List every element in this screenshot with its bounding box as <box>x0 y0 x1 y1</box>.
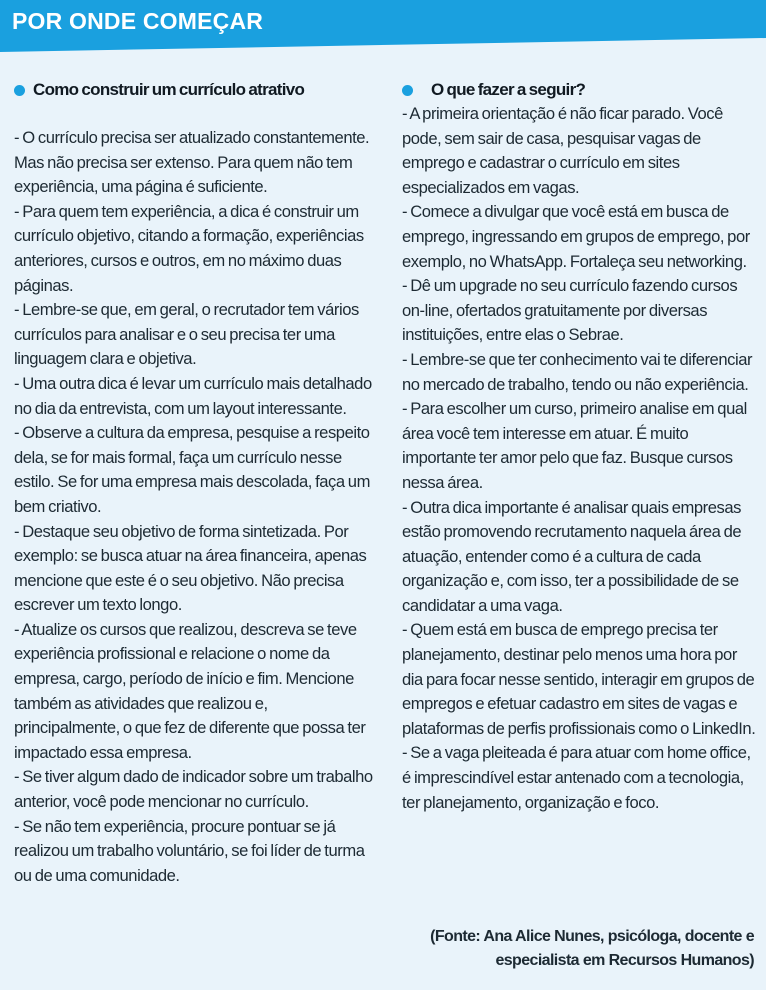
left-tips-list <box>14 126 376 888</box>
right-section-heading <box>402 80 758 100</box>
list-item: - Destaque seu objetivo de forma sintetizada. Por exemplo: se busca atuar na área financeira, apenas mencione que este é o seu objetivo. Não precisa escrever um texto longo. <box>14 521 367 615</box>
header-banner <box>0 0 766 52</box>
list-item: - Dê um upgrade no seu currículo fazendo cursos on-line, ofertados gratuitamente por diversas instituições, entre elas o Sebrae. <box>402 276 738 345</box>
left-column <box>14 80 376 888</box>
bullet-dot-icon <box>14 85 25 96</box>
list-item: - Se não tem experiência, procure pontuar se já realizou um trabalho voluntário, se foi líder de turma ou de uma comunidade. <box>14 816 365 885</box>
list-item: - A primeira orientação é não ficar parado. Você pode, sem sair de casa, pesquisar vagas de emprego e cadastrar o currículo em sites especializados em vagas. <box>402 104 723 197</box>
right-section-title: O que fazer a seguir? <box>431 79 586 99</box>
page-title: POR ONDE COMEÇAR <box>12 8 264 34</box>
list-item: - O currículo precisa ser atualizado constantemente. Mas não precisa ser extenso. Para quem não tem experiência, uma página é suficiente. <box>14 128 370 197</box>
list-item: - Quem está em busca de emprego precisa ter planejamento, destinar pelo menos uma hora por dia para focar nesse sentido, interagir em grupos de empregos e efetuar cadastro em sites de vagas e plataformas de perfis profissionais como o LinkedIn. <box>402 620 756 738</box>
list-item: - Outra dica importante é analisar quais empresas estão promovendo recrutamento naquela área de atuação, entender como é a cultura de cada organização e, com isso, ter a possibilidade de se candidatar a uma vaga. <box>402 497 742 615</box>
source-credit: (Fonte: Ana Alice Nunes, psicóloga, docente e especialista em Recursos Humanos) <box>430 928 754 969</box>
list-item: - Lembre-se que, em geral, o recrutador tem vários currículos para analisar e o seu precisa ter uma linguagem clara e objetiva. <box>14 300 359 369</box>
bullet-dot-icon <box>402 85 413 96</box>
list-item: - Se tiver algum dado de indicador sobre um trabalho anterior, você pode mencionar no currículo. <box>14 767 373 812</box>
list-item: - Lembre-se que ter conhecimento vai te diferenciar no mercado de trabalho, tendo ou não experiência. <box>402 349 753 394</box>
list-item: - Se a vaga pleiteada é para atuar com home office, é imprescindível estar antenado com a tecnologia, ter planejamento, organização e foco. <box>402 743 751 812</box>
left-section-heading <box>14 80 376 100</box>
left-section-title: Como construir um currículo atrativo <box>33 79 305 99</box>
header-diagonal-edge <box>0 38 766 52</box>
list-item: - Para quem tem experiência, a dica é construir um currículo objetivo, citando a formação, experiências anteriores, cursos e outros, em no máximo duas páginas. <box>14 201 364 295</box>
right-tips-list <box>402 102 758 815</box>
list-item: - Para escolher um curso, primeiro analise em qual área você tem interesse em atuar. É muito importante ter amor pelo que faz. Busque cursos nessa área. <box>402 399 747 492</box>
right-column <box>402 80 758 815</box>
list-item: - Observe a cultura da empresa, pesquise a respeito dela, se for mais formal, faça um currículo nesse estilo. Se for uma empresa mais descolada, faça um bem criativo. <box>14 423 370 516</box>
list-item: - Comece a divulgar que você está em busca de emprego, ingressando em grupos de emprego, por exemplo, no WhatsApp. Fortaleça seu networking. <box>402 202 750 271</box>
list-item: - Uma outra dica é levar um currículo mais detalhado no dia da entrevista, com um layout interessante. <box>14 373 372 418</box>
list-item: - Atualize os cursos que realizou, descreva se teve experiência profissional e relacione o nome da empresa, cargo, período de início e fim. Mencione também as atividades que realizou e, principalmente, o que fez de diferente que possa ter impactado essa empresa. <box>14 619 366 762</box>
